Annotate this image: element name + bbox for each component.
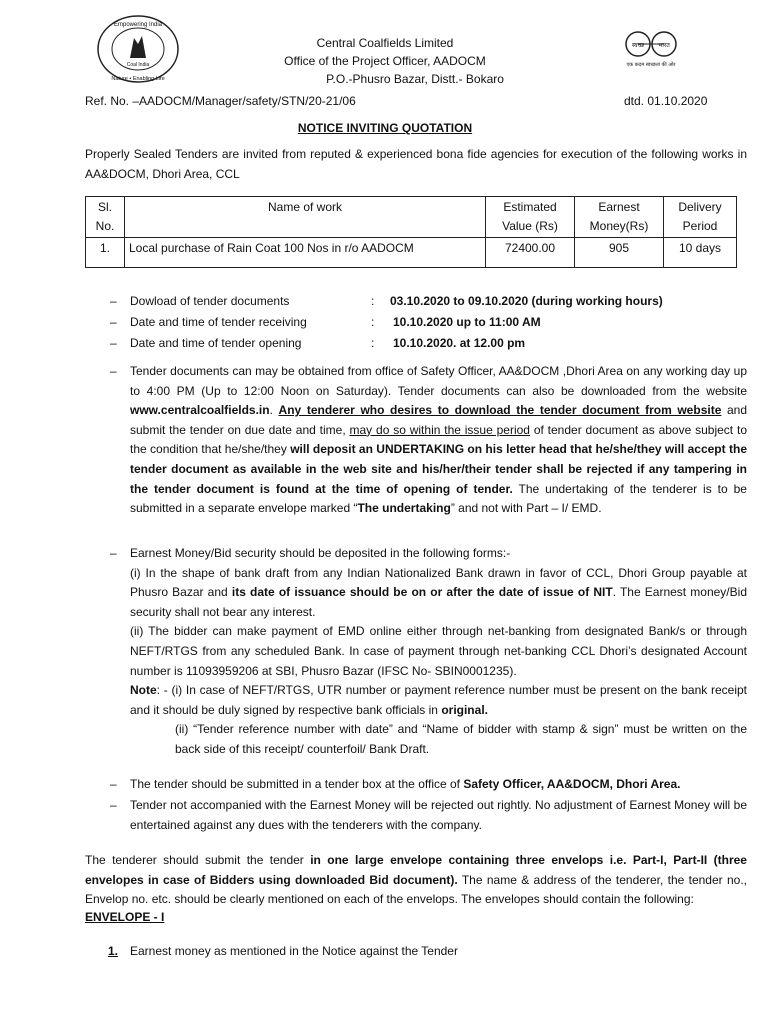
office-name: Office of the Project Officer, AADOCM [284, 54, 486, 68]
tender-documents-paragraph: Tender documents can may be obtained from office of Safety Officer, AA&DOCM ,Dhori Area on any working day up to 4:00 PM (Up to 12:00 Noon on Saturday). Tender documents can also be downloaded from the website www.centralcoalfields.in. Any tenderer who desires to download the tender document from website and submit the tender on due date and time, may do so within the issue period of tender document as above subject to the condition that he/she/they will deposit an UNDERTAKING on his letter head that he/she/they will accept the tender document as available in the web site and his/her/their tender shall be rejected if any tampering in the tender document is found at the time of opening of tender. The undertaking of the tenderer is to be submitted in a separate envelope marked “The undertaking” and not with Part – I/ EMD. [130, 364, 748, 516]
works-table [85, 196, 737, 268]
header-delivery: Delivery Period [664, 197, 737, 238]
cell-sl: 1. [86, 238, 125, 268]
header-name: Name of work [125, 197, 486, 238]
schedule-label-receiving: Date and time of tender receiving [130, 315, 307, 329]
tender-box-paragraph: The tender should be submitted in a tender box at the office of Safety Officer, AA&DOCM, Dhori Area. [130, 777, 681, 791]
cell-earnest: 905 [575, 238, 664, 268]
emd-option-2: (ii) The bidder can make payment of EMD online either through net-banking from designated Bank/s or through NEFT/RTGS from any scheduled Bank. In case of payment through net-banking CCL Dhori’s designated Account number is 11093959206 at SBI, Phusro Bazar (IFSC No- SBIN0001235). [130, 624, 747, 678]
schedule-value-opening: 10.10.2020. at 12.00 pm [393, 336, 526, 350]
envelope-heading: ENVELOPE - I [85, 910, 165, 924]
logo-top-text: Empowering India [113, 22, 163, 28]
cell-name: Local purchase of Rain Coat 100 Nos in r/o AADOCM [125, 238, 486, 268]
company-name: Central Coalfields Limited [316, 36, 454, 50]
page-title: NOTICE INVITING QUOTATION [297, 121, 473, 135]
logo-bottom-text: Nature • Enabling Life [111, 76, 165, 82]
header-sl: Sl. No. [86, 197, 125, 238]
header-estimated: Estimated Value (Rs) [486, 197, 575, 238]
logo-caption: एक कदम स्वच्छता की ओर [626, 62, 676, 68]
header-earnest: Earnest Money(Rs) [575, 197, 664, 238]
emd-paragraph [130, 544, 747, 760]
schedule-label-download: Dowload of tender documents [130, 294, 290, 308]
envelope-paragraph: The tenderer should submit the tender in one large envelope containing three envelops i.e. Part-I, Part-II (three envelopes in case of Bidders using downloaded Bid document). The name & address of the tenderer, the tender no., Envelop no. etc. should be clearly mentioned on each of the envelops. The envelopes should contain the following: [85, 853, 748, 906]
intro-paragraph: Properly Sealed Tenders are invited from reputed & experienced bona fide agencies for execution of the following works in AA&DOCM, Dhori Area, CCL [85, 147, 747, 181]
logo-word-2: भारत [658, 42, 670, 49]
logo-center-text: Coal India [126, 62, 150, 68]
rejection-paragraph: Tender not accompanied with the Earnest Money will be rejected out rightly. No adjustment of Earnest Money will be entertained against any dues with the tenderers with the company. [130, 798, 747, 832]
envelope-item-number: 1. [108, 944, 119, 958]
reference-number: Ref. No. –AADOCM/Manager/safety/STN/20-21/06 [85, 94, 356, 108]
schedule-label-opening: Date and time of tender opening [130, 336, 302, 350]
table-row [86, 238, 737, 268]
cell-estimated: 72400.00 [486, 238, 575, 268]
schedule-value-receiving: 10.10.2020 up to 11:00 AM [393, 315, 541, 329]
envelope-item-text: Earnest money as mentioned in the Notice against the Tender [130, 944, 458, 958]
reference-date: dtd. 01.10.2020 [624, 94, 708, 108]
logo-word-1: स्वच्छ [631, 42, 645, 49]
cell-delivery: 10 days [664, 238, 737, 268]
office-address: P.O.-Phusro Bazar, Distt.- Bokaro [326, 72, 504, 86]
emd-note-2: (ii) “Tender reference number with date” and “Name of bidder with stamp & sign” must be written on the back side of this receipt/ counterfoil/ Bank Draft. [175, 722, 747, 756]
emd-note-1: Note: - (i) In case of NEFT/RTGS, UTR number or payment reference number must be present on the bank receipt and it should be duly signed by respective bank officials in original. [130, 683, 747, 717]
table-header-row [86, 197, 737, 238]
emd-intro: Earnest Money/Bid security should be deposited in the following forms:- [130, 546, 511, 560]
schedule-value-download: 03.10.2020 to 09.10.2020 (during working hours) [390, 294, 663, 308]
emd-option-1: (i) In the shape of bank draft from any Indian Nationalized Bank drawn in favor of CCL, Dhori Group payable at Phusro Bazar and its date of issuance should be on or after the date of issue of NIT. The Earnest money/Bid security shall not bear any interest. [130, 565, 747, 619]
website-link[interactable]: www.centralcoalfields.in [130, 403, 270, 418]
